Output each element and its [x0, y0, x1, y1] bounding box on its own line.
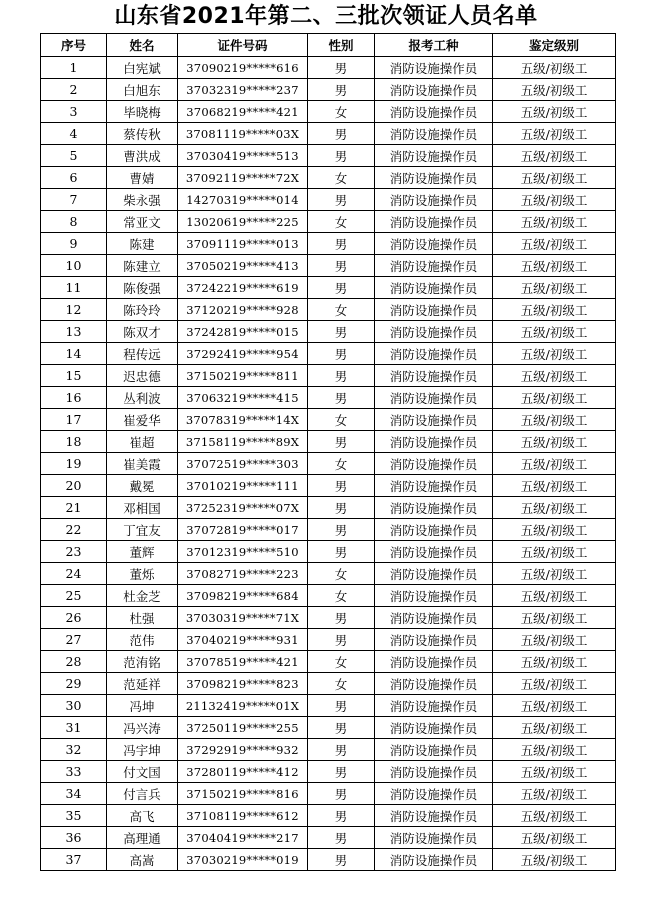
cell-id: 37030319*****71X	[178, 607, 308, 629]
cell-name: 毕晓梅	[107, 101, 178, 123]
cell-level: 五级/初级工	[493, 695, 616, 717]
cell-level: 五级/初级工	[493, 321, 616, 343]
cell-gender: 男	[308, 277, 375, 299]
cell-name: 高嵩	[107, 849, 178, 871]
cell-seq: 19	[41, 453, 107, 475]
column-header-id: 证件号码	[178, 34, 308, 57]
column-header-gender: 性别	[308, 34, 375, 57]
cell-seq: 6	[41, 167, 107, 189]
cell-seq: 34	[41, 783, 107, 805]
table-row	[41, 431, 616, 453]
cell-name: 陈玲玲	[107, 299, 178, 321]
column-header-name: 姓名	[107, 34, 178, 57]
cell-name: 蔡传秋	[107, 123, 178, 145]
cell-level: 五级/初级工	[493, 145, 616, 167]
cell-name: 范延祥	[107, 673, 178, 695]
cell-seq: 15	[41, 365, 107, 387]
cell-id: 37078519*****421	[178, 651, 308, 673]
cell-seq: 28	[41, 651, 107, 673]
cell-trade: 消防设施操作员	[375, 717, 493, 739]
table-header	[41, 34, 616, 57]
cell-gender: 男	[308, 57, 375, 79]
cell-seq: 25	[41, 585, 107, 607]
cell-gender: 男	[308, 255, 375, 277]
cell-gender: 男	[308, 321, 375, 343]
page-title: 山东省2021年第二、三批次领证人员名单	[114, 4, 538, 29]
cell-id: 37040219*****931	[178, 629, 308, 651]
table-row	[41, 805, 616, 827]
cell-trade: 消防设施操作员	[375, 145, 493, 167]
cell-name: 陈建	[107, 233, 178, 255]
cell-trade: 消防设施操作员	[375, 277, 493, 299]
cell-seq: 13	[41, 321, 107, 343]
cell-seq: 12	[41, 299, 107, 321]
cell-level: 五级/初级工	[493, 299, 616, 321]
cell-seq: 1	[41, 57, 107, 79]
cell-name: 范伟	[107, 629, 178, 651]
cell-gender: 男	[308, 717, 375, 739]
cell-seq: 36	[41, 827, 107, 849]
cell-seq: 24	[41, 563, 107, 585]
table-row	[41, 321, 616, 343]
cell-gender: 男	[308, 123, 375, 145]
cell-level: 五级/初级工	[493, 497, 616, 519]
cell-level: 五级/初级工	[493, 805, 616, 827]
cell-id: 37030419*****513	[178, 145, 308, 167]
cell-name: 范洧铭	[107, 651, 178, 673]
cell-trade: 消防设施操作员	[375, 849, 493, 871]
cell-gender: 女	[308, 409, 375, 431]
table-row	[41, 79, 616, 101]
table-row	[41, 761, 616, 783]
cell-level: 五级/初级工	[493, 167, 616, 189]
cell-name: 董烁	[107, 563, 178, 585]
cell-level: 五级/初级工	[493, 453, 616, 475]
cell-trade: 消防设施操作员	[375, 651, 493, 673]
cell-seq: 30	[41, 695, 107, 717]
table-row	[41, 145, 616, 167]
cell-id: 37150219*****816	[178, 783, 308, 805]
cell-name: 付言兵	[107, 783, 178, 805]
cell-trade: 消防设施操作员	[375, 497, 493, 519]
cell-name: 程传远	[107, 343, 178, 365]
table-row	[41, 365, 616, 387]
cell-name: 付文国	[107, 761, 178, 783]
cell-name: 冯坤	[107, 695, 178, 717]
cell-level: 五级/初级工	[493, 739, 616, 761]
cell-gender: 男	[308, 387, 375, 409]
cell-id: 13020619*****225	[178, 211, 308, 233]
cell-level: 五级/初级工	[493, 211, 616, 233]
table-row	[41, 497, 616, 519]
cell-trade: 消防设施操作员	[375, 101, 493, 123]
cell-trade: 消防设施操作员	[375, 805, 493, 827]
cell-gender: 女	[308, 101, 375, 123]
table-row	[41, 827, 616, 849]
cell-gender: 男	[308, 761, 375, 783]
table-row	[41, 629, 616, 651]
cell-trade: 消防设施操作员	[375, 541, 493, 563]
cell-id: 37092119*****72X	[178, 167, 308, 189]
cell-level: 五级/初级工	[493, 233, 616, 255]
cell-name: 曹婧	[107, 167, 178, 189]
cell-gender: 女	[308, 673, 375, 695]
cell-gender: 男	[308, 431, 375, 453]
cell-id: 37108119*****612	[178, 805, 308, 827]
cell-level: 五级/初级工	[493, 475, 616, 497]
cell-trade: 消防设施操作员	[375, 629, 493, 651]
cell-id: 37063219*****415	[178, 387, 308, 409]
cell-seq: 20	[41, 475, 107, 497]
cell-trade: 消防设施操作员	[375, 387, 493, 409]
cell-trade: 消防设施操作员	[375, 607, 493, 629]
cell-name: 白旭东	[107, 79, 178, 101]
cell-seq: 17	[41, 409, 107, 431]
cell-name: 陈建立	[107, 255, 178, 277]
cell-name: 冯宇坤	[107, 739, 178, 761]
cell-gender: 男	[308, 541, 375, 563]
cell-id: 37292419*****954	[178, 343, 308, 365]
table-row	[41, 277, 616, 299]
cell-id: 37242219*****619	[178, 277, 308, 299]
cell-level: 五级/初级工	[493, 849, 616, 871]
cell-id: 37292919*****932	[178, 739, 308, 761]
table-row	[41, 343, 616, 365]
cell-id: 37098219*****684	[178, 585, 308, 607]
table-row	[41, 651, 616, 673]
cell-trade: 消防设施操作员	[375, 321, 493, 343]
cell-level: 五级/初级工	[493, 761, 616, 783]
cell-level: 五级/初级工	[493, 585, 616, 607]
table-row	[41, 387, 616, 409]
cell-level: 五级/初级工	[493, 189, 616, 211]
cell-id: 37120219*****928	[178, 299, 308, 321]
cell-level: 五级/初级工	[493, 255, 616, 277]
cell-trade: 消防设施操作员	[375, 585, 493, 607]
cell-trade: 消防设施操作员	[375, 827, 493, 849]
cell-id: 14270319*****014	[178, 189, 308, 211]
cell-gender: 女	[308, 167, 375, 189]
cell-id: 37242819*****015	[178, 321, 308, 343]
table-row	[41, 695, 616, 717]
cell-gender: 男	[308, 475, 375, 497]
cell-seq: 11	[41, 277, 107, 299]
cell-id: 37078319*****14X	[178, 409, 308, 431]
cell-trade: 消防设施操作员	[375, 299, 493, 321]
cell-id: 37072519*****303	[178, 453, 308, 475]
table-row	[41, 189, 616, 211]
table-row	[41, 541, 616, 563]
cell-trade: 消防设施操作员	[375, 123, 493, 145]
cell-level: 五级/初级工	[493, 651, 616, 673]
column-header-trade: 报考工种	[375, 34, 493, 57]
cell-gender: 男	[308, 189, 375, 211]
cell-seq: 35	[41, 805, 107, 827]
roster-table	[40, 33, 616, 871]
cell-name: 杜强	[107, 607, 178, 629]
cell-gender: 男	[308, 145, 375, 167]
cell-gender: 男	[308, 783, 375, 805]
cell-seq: 8	[41, 211, 107, 233]
cell-seq: 2	[41, 79, 107, 101]
cell-trade: 消防设施操作员	[375, 211, 493, 233]
cell-name: 崔超	[107, 431, 178, 453]
cell-trade: 消防设施操作员	[375, 453, 493, 475]
table-row	[41, 519, 616, 541]
cell-trade: 消防设施操作员	[375, 189, 493, 211]
cell-trade: 消防设施操作员	[375, 673, 493, 695]
cell-gender: 女	[308, 299, 375, 321]
cell-level: 五级/初级工	[493, 79, 616, 101]
cell-gender: 男	[308, 805, 375, 827]
cell-gender: 女	[308, 585, 375, 607]
cell-name: 崔爱华	[107, 409, 178, 431]
table-row	[41, 123, 616, 145]
cell-trade: 消防设施操作员	[375, 79, 493, 101]
cell-gender: 女	[308, 651, 375, 673]
cell-level: 五级/初级工	[493, 343, 616, 365]
cell-seq: 32	[41, 739, 107, 761]
table-row	[41, 299, 616, 321]
cell-name: 柴永强	[107, 189, 178, 211]
cell-trade: 消防设施操作员	[375, 57, 493, 79]
cell-id: 37090219*****616	[178, 57, 308, 79]
cell-id: 37010219*****111	[178, 475, 308, 497]
cell-level: 五级/初级工	[493, 607, 616, 629]
cell-level: 五级/初级工	[493, 783, 616, 805]
cell-level: 五级/初级工	[493, 673, 616, 695]
cell-trade: 消防设施操作员	[375, 255, 493, 277]
cell-seq: 21	[41, 497, 107, 519]
cell-name: 戴冕	[107, 475, 178, 497]
cell-id: 37050219*****413	[178, 255, 308, 277]
table-row	[41, 585, 616, 607]
cell-gender: 男	[308, 233, 375, 255]
cell-seq: 22	[41, 519, 107, 541]
cell-seq: 27	[41, 629, 107, 651]
cell-id: 37030219*****019	[178, 849, 308, 871]
cell-id: 37158119*****89X	[178, 431, 308, 453]
cell-id: 37252319*****07X	[178, 497, 308, 519]
cell-trade: 消防设施操作员	[375, 475, 493, 497]
table-row	[41, 211, 616, 233]
cell-gender: 男	[308, 629, 375, 651]
cell-trade: 消防设施操作员	[375, 761, 493, 783]
table-row	[41, 233, 616, 255]
cell-id: 37032319*****237	[178, 79, 308, 101]
cell-level: 五级/初级工	[493, 563, 616, 585]
table-row	[41, 607, 616, 629]
cell-seq: 33	[41, 761, 107, 783]
cell-seq: 18	[41, 431, 107, 453]
cell-name: 高飞	[107, 805, 178, 827]
table-row	[41, 57, 616, 79]
cell-id: 37082719*****223	[178, 563, 308, 585]
cell-seq: 3	[41, 101, 107, 123]
cell-id: 37280119*****412	[178, 761, 308, 783]
cell-gender: 男	[308, 739, 375, 761]
cell-seq: 29	[41, 673, 107, 695]
cell-trade: 消防设施操作员	[375, 343, 493, 365]
cell-level: 五级/初级工	[493, 57, 616, 79]
cell-id: 37040419*****217	[178, 827, 308, 849]
table-row	[41, 849, 616, 871]
cell-gender: 男	[308, 79, 375, 101]
cell-seq: 10	[41, 255, 107, 277]
cell-name: 冯兴涛	[107, 717, 178, 739]
cell-seq: 5	[41, 145, 107, 167]
column-header-level: 鉴定级别	[493, 34, 616, 57]
cell-id: 37072819*****017	[178, 519, 308, 541]
cell-name: 曹洪成	[107, 145, 178, 167]
cell-seq: 37	[41, 849, 107, 871]
cell-name: 丁宜友	[107, 519, 178, 541]
table-row	[41, 101, 616, 123]
cell-level: 五级/初级工	[493, 277, 616, 299]
cell-name: 董辉	[107, 541, 178, 563]
table-row	[41, 255, 616, 277]
column-header-seq: 序号	[41, 34, 107, 57]
cell-gender: 男	[308, 849, 375, 871]
cell-name: 杜金芝	[107, 585, 178, 607]
cell-gender: 男	[308, 695, 375, 717]
cell-id: 37098219*****823	[178, 673, 308, 695]
cell-level: 五级/初级工	[493, 365, 616, 387]
cell-name: 邓相国	[107, 497, 178, 519]
cell-name: 陈双才	[107, 321, 178, 343]
cell-name: 陈俊强	[107, 277, 178, 299]
cell-gender: 女	[308, 453, 375, 475]
table-row	[41, 717, 616, 739]
cell-gender: 男	[308, 343, 375, 365]
cell-level: 五级/初级工	[493, 629, 616, 651]
cell-seq: 7	[41, 189, 107, 211]
cell-level: 五级/初级工	[493, 541, 616, 563]
cell-gender: 男	[308, 497, 375, 519]
cell-level: 五级/初级工	[493, 717, 616, 739]
cell-name: 崔美霞	[107, 453, 178, 475]
cell-trade: 消防设施操作员	[375, 431, 493, 453]
table-row	[41, 453, 616, 475]
cell-level: 五级/初级工	[493, 827, 616, 849]
cell-seq: 9	[41, 233, 107, 255]
cell-level: 五级/初级工	[493, 123, 616, 145]
table-row	[41, 783, 616, 805]
cell-id: 21132419*****01X	[178, 695, 308, 717]
cell-name: 高理通	[107, 827, 178, 849]
table-row	[41, 673, 616, 695]
cell-seq: 26	[41, 607, 107, 629]
cell-id: 37250119*****255	[178, 717, 308, 739]
table-row	[41, 475, 616, 497]
cell-seq: 4	[41, 123, 107, 145]
cell-trade: 消防设施操作员	[375, 695, 493, 717]
cell-name: 白宪斌	[107, 57, 178, 79]
cell-id: 37081119*****03X	[178, 123, 308, 145]
cell-level: 五级/初级工	[493, 409, 616, 431]
cell-seq: 31	[41, 717, 107, 739]
cell-id: 37091119*****013	[178, 233, 308, 255]
cell-trade: 消防设施操作员	[375, 365, 493, 387]
table-body	[41, 57, 616, 871]
cell-trade: 消防设施操作员	[375, 783, 493, 805]
cell-gender: 男	[308, 365, 375, 387]
cell-gender: 女	[308, 211, 375, 233]
cell-id: 37068219*****421	[178, 101, 308, 123]
table-row	[41, 563, 616, 585]
cell-id: 37012319*****510	[178, 541, 308, 563]
cell-seq: 16	[41, 387, 107, 409]
header-row	[41, 34, 616, 57]
cell-gender: 男	[308, 827, 375, 849]
cell-level: 五级/初级工	[493, 519, 616, 541]
cell-trade: 消防设施操作员	[375, 167, 493, 189]
cell-trade: 消防设施操作员	[375, 519, 493, 541]
cell-name: 丛利波	[107, 387, 178, 409]
cell-seq: 23	[41, 541, 107, 563]
cell-gender: 女	[308, 563, 375, 585]
cell-trade: 消防设施操作员	[375, 233, 493, 255]
cell-seq: 14	[41, 343, 107, 365]
cell-trade: 消防设施操作员	[375, 563, 493, 585]
cell-level: 五级/初级工	[493, 101, 616, 123]
cell-gender: 男	[308, 607, 375, 629]
table-row	[41, 409, 616, 431]
table-row	[41, 167, 616, 189]
cell-level: 五级/初级工	[493, 387, 616, 409]
cell-name: 迟忠德	[107, 365, 178, 387]
cell-name: 常亚文	[107, 211, 178, 233]
cell-id: 37150219*****811	[178, 365, 308, 387]
cell-level: 五级/初级工	[493, 431, 616, 453]
table-row	[41, 739, 616, 761]
cell-trade: 消防设施操作员	[375, 739, 493, 761]
cell-gender: 男	[308, 519, 375, 541]
cell-trade: 消防设施操作员	[375, 409, 493, 431]
